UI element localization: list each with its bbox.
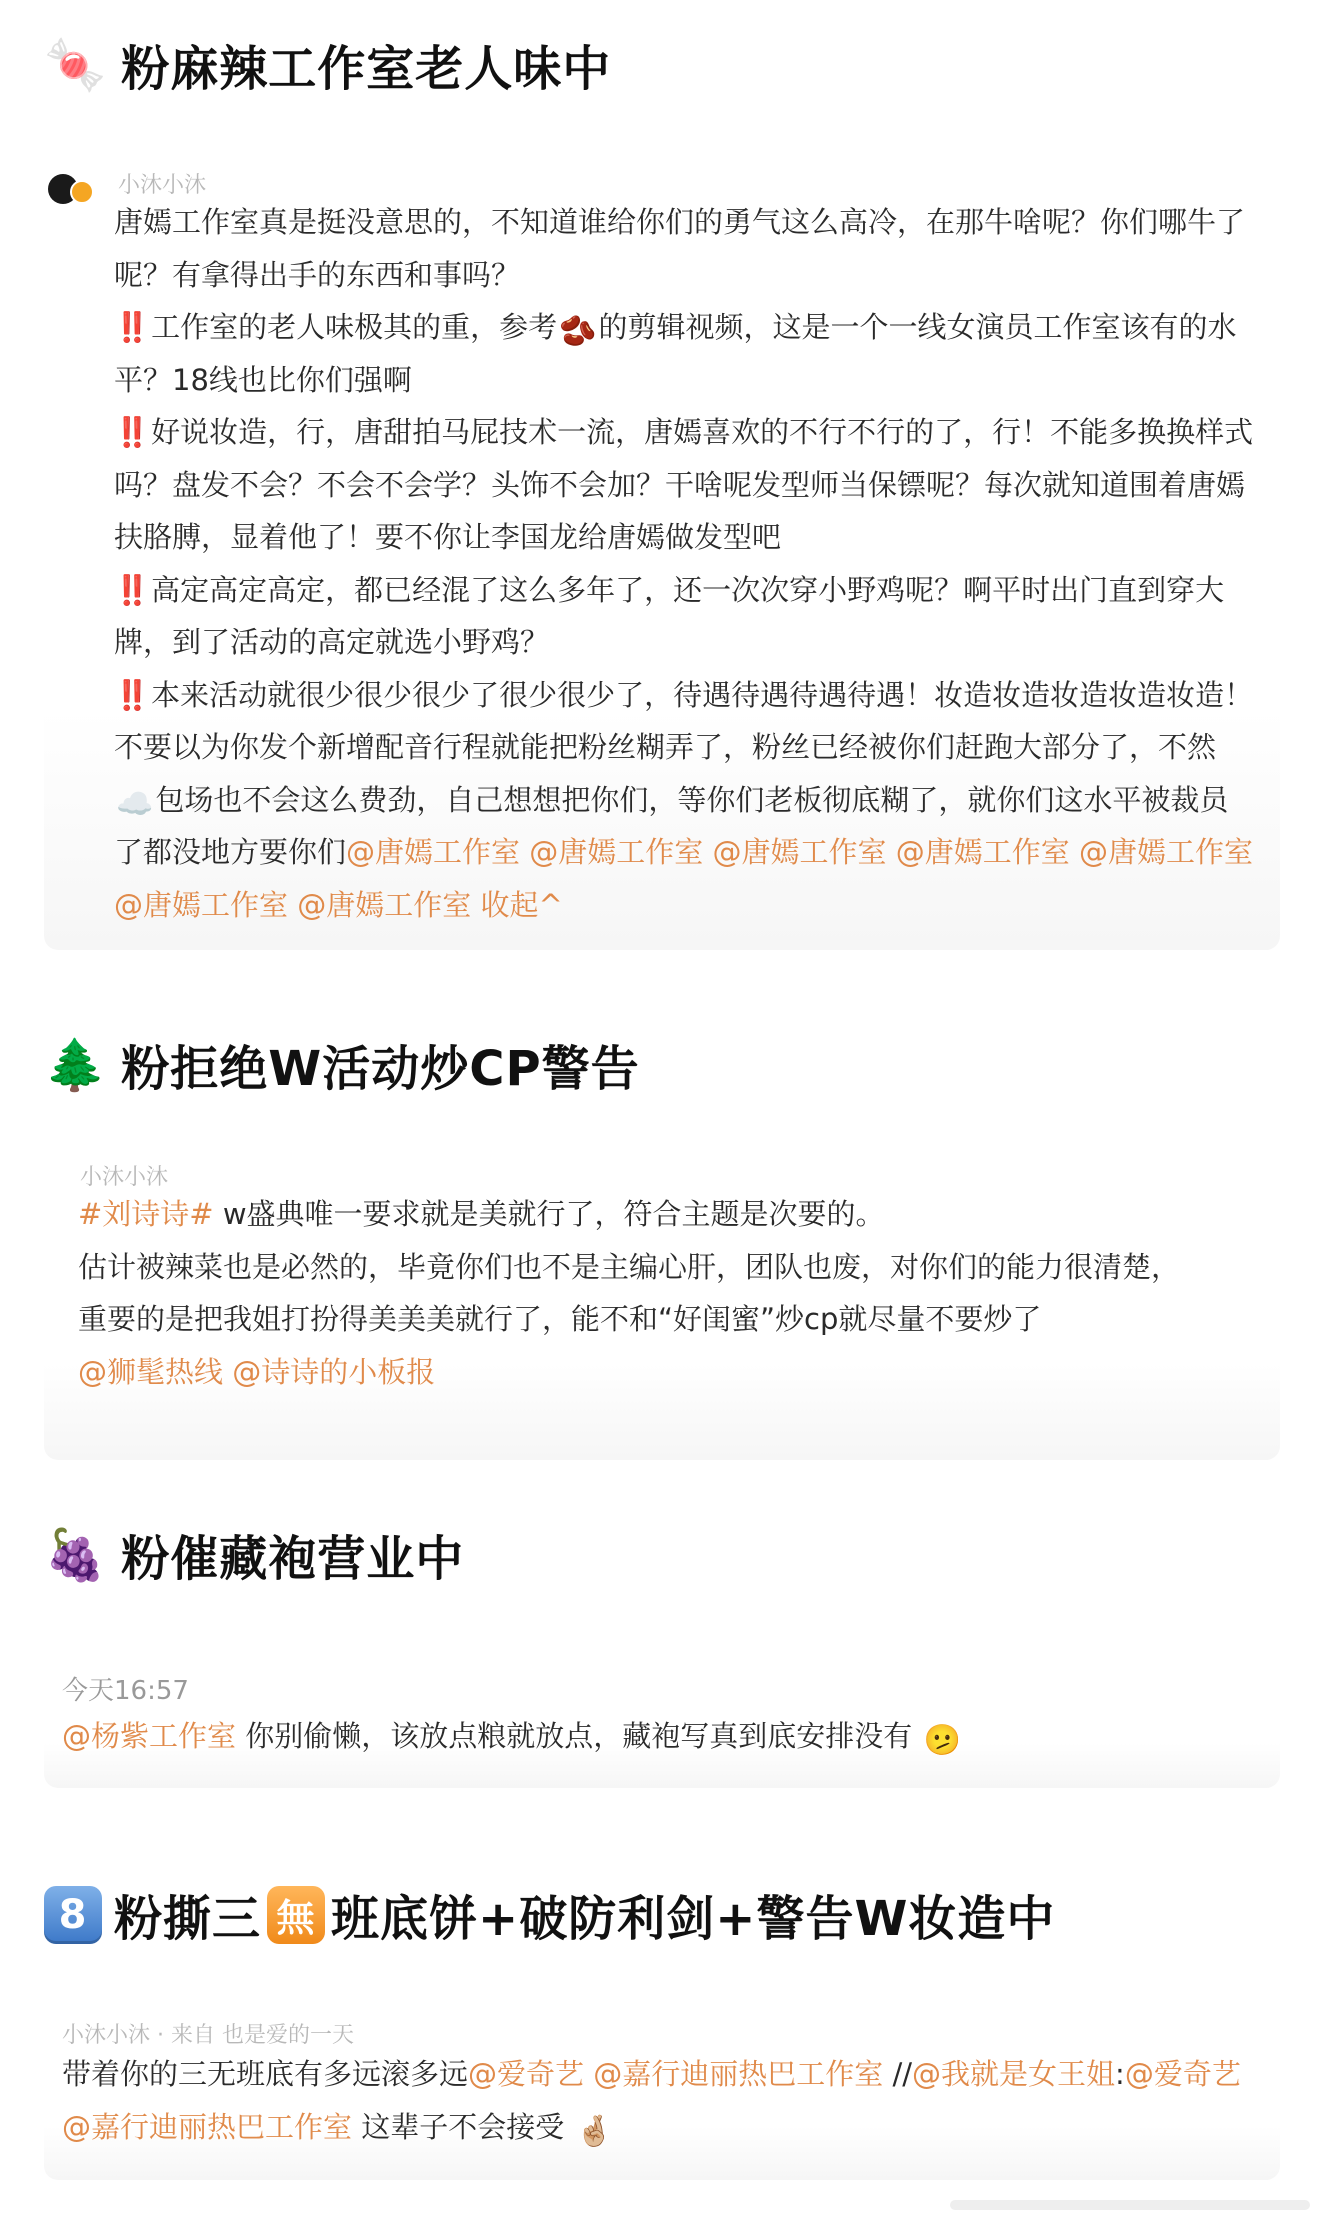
- section-title-2: [44, 1030, 640, 1099]
- section-title-text: 粉撕三: [114, 1891, 262, 1947]
- section-title-text: 班底饼+破防利剑+警告W妆造中: [331, 1891, 1056, 1947]
- post-paragraph: 唐嫣工作室真是挺没意思的，不知道谁给你们的勇气这么高冷，在那牛啥呢？你们哪牛了呢？有拿得出手的东西和事吗？: [114, 205, 1246, 292]
- mention-link[interactable]: @诗诗的小板报: [232, 1354, 436, 1389]
- cloud-icon: ☁️: [116, 786, 154, 822]
- post-body: [78, 1188, 1268, 1398]
- mention-link[interactable]: @嘉行迪丽热巴工作室: [593, 2057, 884, 2091]
- mention-link[interactable]: @嘉行迪丽热巴工作室: [62, 2109, 353, 2144]
- double-exclamation-icon: ‼️: [114, 415, 148, 449]
- mention-link[interactable]: @狮髦热线: [78, 1354, 224, 1389]
- post-paragraph: ‼️ 好说妆造，行，唐甜拍马屁技术一流，唐嫣喜欢的不行不行的了，行！不能多换换样式吗？盘发不会？不会不会学？头饰不会加？干啥呢发型师当保镖呢？每次就知道围着唐嫣扶胳膊，显着他了！要不你让李国龙给唐嫣做发型吧: [114, 415, 1254, 554]
- keycap-8-icon: 8: [44, 1886, 102, 1944]
- post-author-fragment: 小沐小沐: [118, 173, 207, 196]
- grapes-icon: 🍇: [44, 1525, 108, 1584]
- beans-icon: 🫘: [559, 314, 597, 349]
- mu-icon: 無: [267, 1886, 325, 1944]
- section-title-text: 粉麻辣工作室老人味中: [121, 41, 612, 97]
- mention-link[interactable]: @杨紫工作室: [62, 1719, 237, 1753]
- post-line: 带着你的三无班底有多远滚多远@爱奇艺 @嘉行迪丽热巴工作室 //@我就是女王姐:@爱奇艺 @嘉行迪丽热巴工作室 这辈子不会接受 🤞🏼: [62, 2057, 1241, 2149]
- post-line: @杨紫工作室 你别偷懒，该放点粮就放点，藏袍写真到底安排没有 🫤: [62, 1719, 961, 1758]
- post-body: [62, 1710, 1262, 1763]
- mention-link[interactable]: @唐嫣工作室: [529, 835, 704, 869]
- post-line: 估计被辣菜也是必然的，毕竟你们也不是主编心肝，团队也废，对你们的能力很清楚，: [78, 1249, 1181, 1284]
- double-exclamation-icon: ‼️: [114, 310, 148, 344]
- post-paragraph: ‼️ 本来活动就很少很少很少了很少很少了，待遇待遇待遇待遇！妆造妆造妆造妆造妆造！不要以为你发个新增配音行程就能把粉丝糊弄了，粉丝已经被你们赶跑大部分了，不然☁️包场也不会这么费劲，自己想想把你们，等你们老板彻底糊了，就你们这水平被裁员了都没地方要你们@唐嫣工作室 @唐嫣工作室 @唐嫣工作室 @唐嫣工作室 @唐嫣工作室 @唐嫣工作室 @唐嫣工作室 收起^: [114, 677, 1254, 922]
- verified-badge-icon: [70, 180, 94, 204]
- post-author-fragment: 小沐小沐: [80, 1165, 169, 1188]
- post-line: [78, 1346, 1268, 1399]
- post-paragraph: ‼️ 工作室的老人味极其的重，参考🫘的剪辑视频，这是一个一线女演员工作室该有的水平？18线也比你们强啊: [114, 310, 1237, 397]
- horizontal-scrollbar[interactable]: [950, 2200, 1310, 2210]
- candy-icon: 🍬: [44, 35, 108, 94]
- post-timestamp: 今天16:57: [62, 1676, 189, 1706]
- mention-link[interactable]: @唐嫣工作室: [895, 835, 1070, 869]
- section-title-4: [44, 1880, 1055, 1949]
- mention-link[interactable]: @唐嫣工作室: [1078, 835, 1253, 869]
- mention-link[interactable]: @爱奇艺: [468, 2057, 585, 2091]
- mention-link[interactable]: @唐嫣工作室: [346, 835, 521, 869]
- section-title-3: [44, 1520, 464, 1589]
- face-icon: 🫤: [923, 1723, 961, 1758]
- mention-link[interactable]: @唐嫣工作室: [712, 835, 887, 869]
- post-author-fragment: 小沐小沐 · 来自 也是爱的一天: [62, 2023, 354, 2046]
- mention-link[interactable]: @我就是女王姐: [912, 2057, 1116, 2091]
- mention-link[interactable]: @爱奇艺: [1124, 2057, 1241, 2091]
- post-line: #刘诗诗# w盛典唯一要求就是美就行了，符合主题是次要的。: [78, 1197, 885, 1231]
- collapse-button[interactable]: 收起^: [480, 887, 563, 922]
- post-paragraph: ‼️ 高定高定高定，都已经混了这么多年了，还一次次穿小野鸡呢？啊平时出门直到穿大牌，到了活动的高定就选小野鸡？: [114, 572, 1225, 659]
- post-body: [62, 2048, 1262, 2153]
- mention-link[interactable]: @唐嫣工作室: [297, 887, 472, 922]
- post-body: [114, 196, 1254, 931]
- double-exclamation-icon: ‼️: [114, 572, 148, 607]
- mention-link[interactable]: @唐嫣工作室: [114, 887, 289, 922]
- crossed-fingers-icon: 🤞🏼: [575, 2113, 613, 2149]
- hashtag-link[interactable]: #刘诗诗#: [78, 1197, 214, 1231]
- tree-icon: 🌲: [44, 1035, 108, 1094]
- double-exclamation-icon: ‼️: [114, 677, 148, 712]
- section-title-1: [44, 30, 611, 99]
- post-line: 重要的是把我姐打扮得美美美就行了，能不和“好闺蜜”炒cp就尽量不要炒了: [78, 1302, 1042, 1336]
- section-title-text: 粉拒绝W活动炒CP警告: [121, 1041, 640, 1097]
- section-title-text: 粉催藏袍营业中: [121, 1531, 465, 1587]
